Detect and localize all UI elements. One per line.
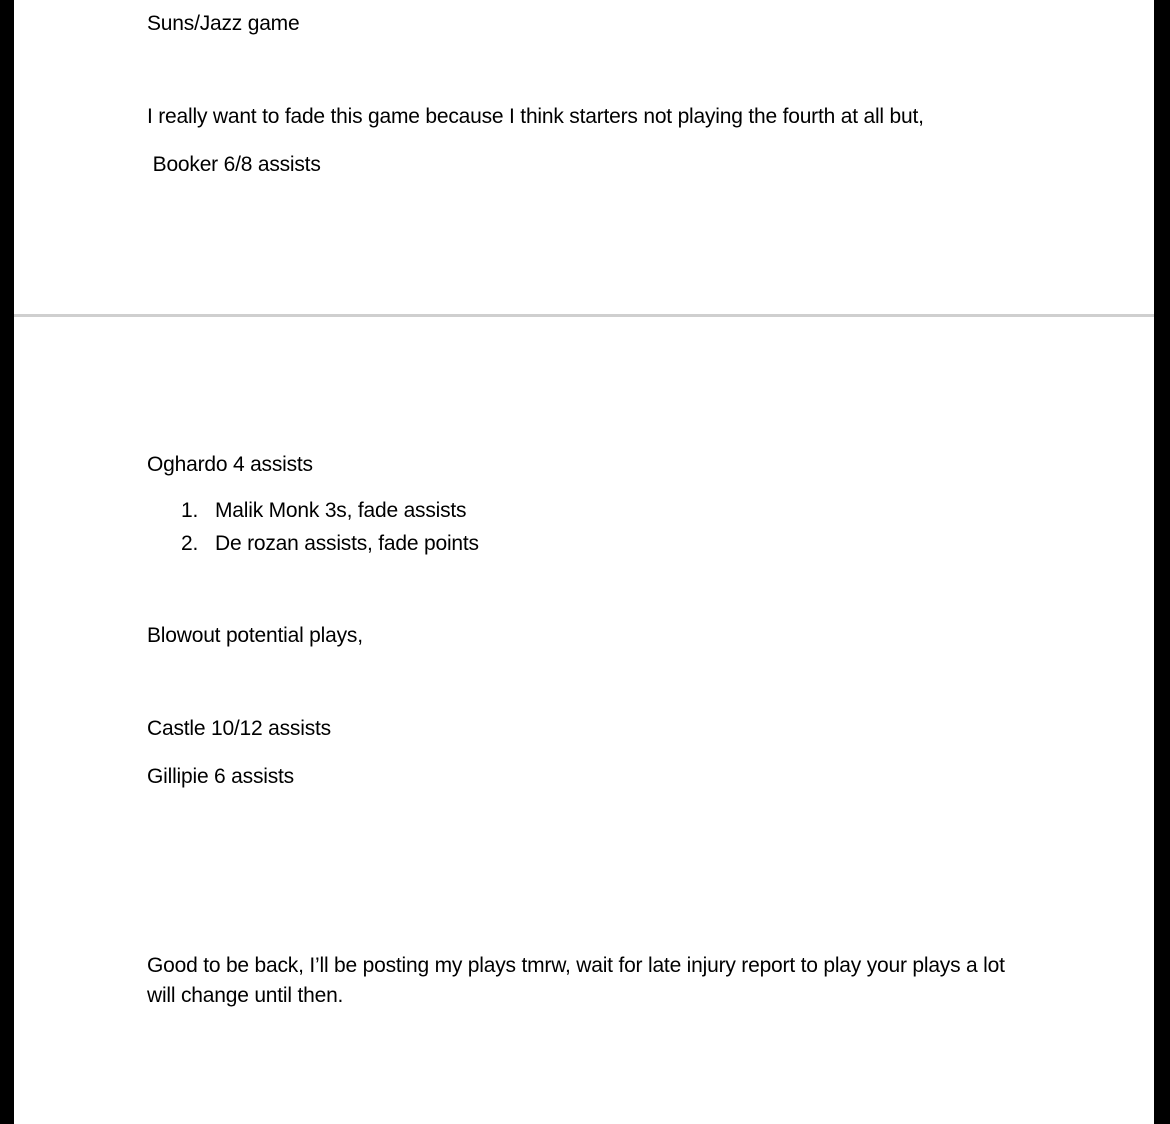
castle-play: Castle 10/12 assists (147, 717, 331, 740)
numbered-list (147, 494, 479, 560)
blowout-heading: Blowout potential plays, (147, 624, 363, 647)
booker-play: Booker 6/8 assists (147, 153, 321, 176)
list-text: De rozan assists, fade points (215, 532, 479, 555)
list-text: Malik Monk 3s, fade assists (215, 499, 467, 522)
game-heading: Suns/Jazz game (147, 12, 300, 35)
list-number: 1. (181, 499, 199, 522)
fade-note: I really want to fade this game because I think starters not playing the fourth at all but, (147, 105, 924, 128)
gillipie-play: Gillipie 6 assists (147, 765, 294, 788)
closing-note: Good to be back, I’ll be posting my plays tmrw, wait for late injury report to play your plays a lot will change until then. (147, 954, 1005, 1007)
document-page-1 (14, 0, 1154, 314)
list-item (147, 494, 467, 527)
oghardo-play: Oghardo 4 assists (147, 453, 313, 476)
list-number: 2. (181, 532, 199, 555)
list-item (147, 527, 479, 560)
document-page-2 (14, 317, 1154, 1124)
